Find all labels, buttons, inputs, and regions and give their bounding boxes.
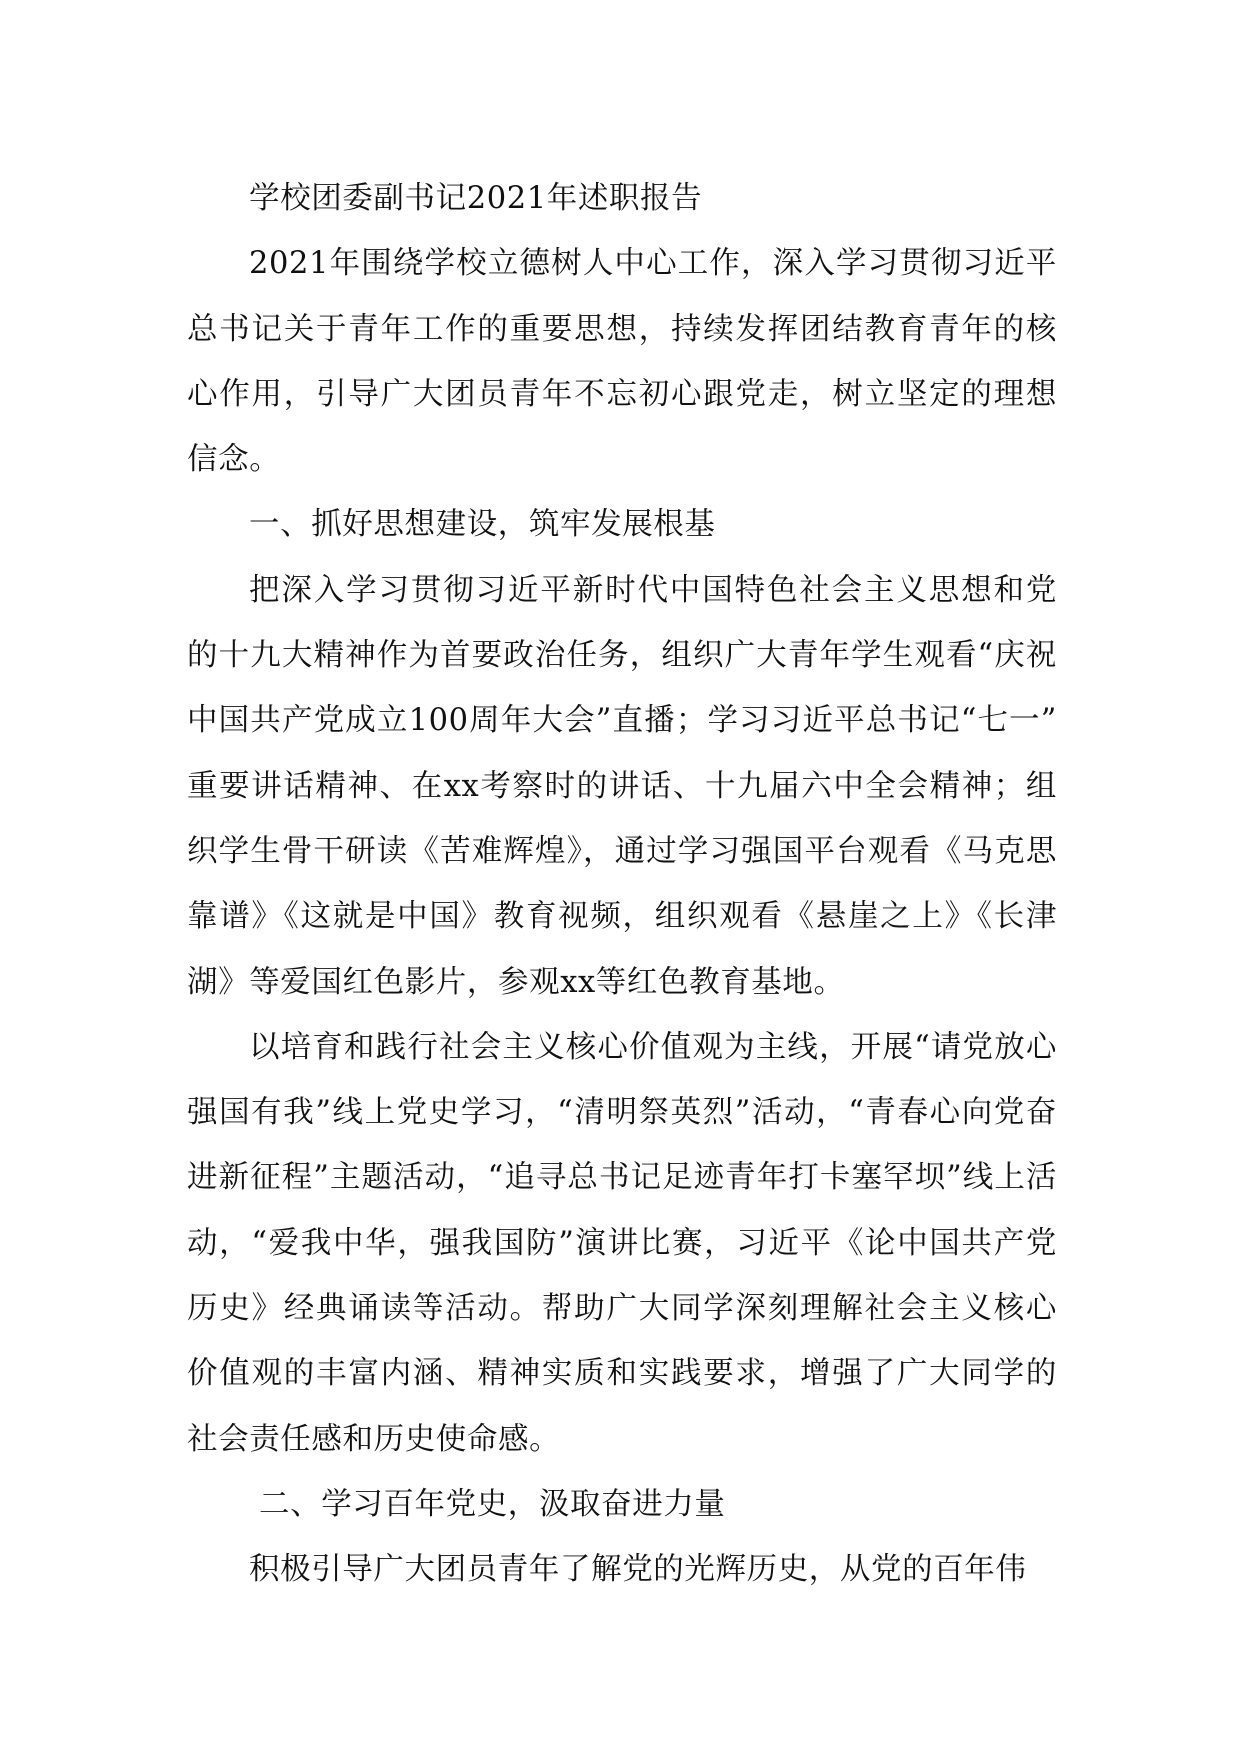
section-2-paragraph-1: 积极引导广大团员青年了解党的光辉历史，从党的百年伟	[249, 1552, 1027, 1588]
section-1-heading: 一、抓好思想建设，筑牢发展根基	[249, 507, 716, 543]
document-body	[187, 166, 1057, 1603]
section-1-paragraph-1: 把深入学习贯彻习近平新时代中国特色社会主义思想和党的十九大精神作为首要政治任务，组织广大青年学生观看“庆祝中国共产党成立100周年大会”直播；学习习近平总书记“七一”重要讲话精神、在xx考察时的讲话、十九届六中全会精神；组织学生骨干研读《苦难辉煌》，通过学习强国平台观看《马克思靠谱》《这就是中国》教育视频，组织观看《悬崖之上》《长津湖》等爱国红色影片，参观xx等红色教育基地。	[187, 572, 1057, 1000]
document-title: 学校团委副书记2021年述职报告	[249, 181, 703, 216]
intro-paragraph: 2021年围绕学校立德树人中心工作，深入学习贯彻习近平总书记关于青年工作的重要思想，持续发挥团结教育青年的核心作用，引导广大团员青年不忘初心跟党走，树立坚定的理想信念。	[187, 246, 1057, 478]
section-1-paragraph-2: 以培育和践行社会主义核心价值观为主线，开展“请党放心强国有我”线上党史学习，“清明祭英烈”活动，“青春心向党奋进新征程”主题活动，“追寻总书记足迹青年打卡塞罕坝”线上活动，“爱我中华，强我国防”演讲比赛，习近平《论中国共产党历史》经典诵读等活动。帮助广大同学深刻理解社会主义核心价值观的丰富内涵、精神实质和实践要求，增强了广大同学的社会责任感和历史使命感。	[187, 1029, 1057, 1457]
section-2-heading: 二、学习百年党史，汲取奋进力量	[259, 1486, 726, 1522]
